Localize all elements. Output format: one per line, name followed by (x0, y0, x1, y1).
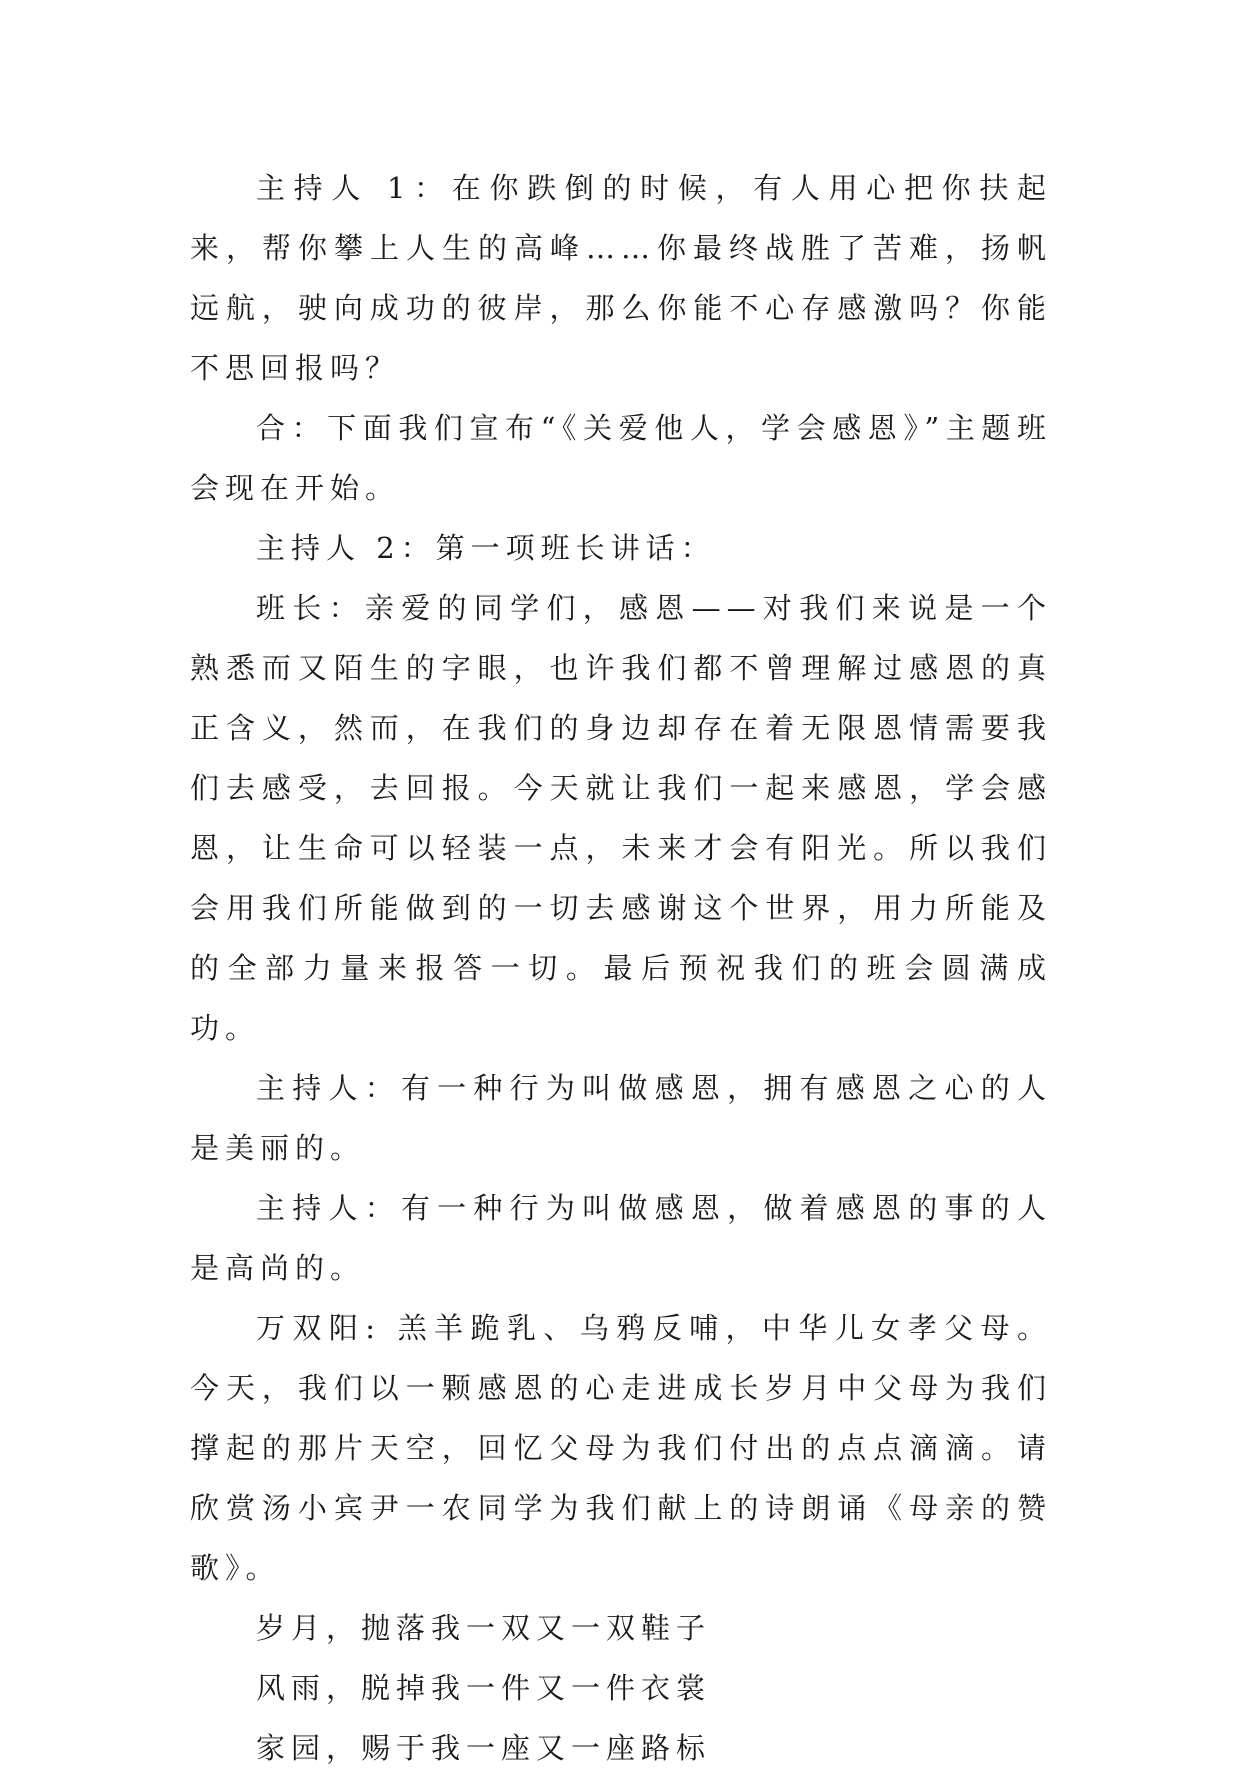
document-body (190, 158, 1052, 1778)
paragraph-host-beautiful: 主持人：有一种行为叫做感恩，拥有感恩之心的人是美丽的。 (190, 1071, 1052, 1165)
paragraph-wan-shuangyang: 万双阳: 羔羊跪乳、乌鸦反哺，中华儿女孝父母。今天，我们以一颗感恩的心走进成长岁月中父母为我们撑起的那片天空，回忆父母为我们付出的点点滴滴。请欣赏汤小宾尹一农同学为我们献上的诗朗诵《母亲的赞歌》。 (190, 1311, 1052, 1585)
paragraph-host1-intro: 主持人 1：在你跌倒的时候，有人用心把你扶起来，帮你攀上人生的高峰……你最终战胜了苦难，扬帆远航，驶向成功的彼岸，那么你能不心存感激吗？你能不思回报吗？ (190, 171, 1052, 385)
poem-line: 家园，赐于我一座又一座路标 (256, 1731, 712, 1765)
paragraph-announcement: 合：下面我们宣布“《关爱他人，学会感恩》”主题班会现在开始。 (190, 411, 1052, 505)
paragraph-host2-agenda: 主持人 2：第一项班长讲话： (256, 531, 716, 565)
poem-line: 岁月，抛落我一双又一双鞋子 (256, 1611, 712, 1645)
paragraph-monitor-speech: 班长：亲爱的同学们，感恩——对我们来说是一个熟悉而又陌生的字眼，也许我们都不曾理解过感恩的真正含义，然而，在我们的身边却存在着无限恩情需要我们去感受，去回报。今天就让我们一起来感恩，学会感恩，让生命可以轻装一点，未来才会有阳光。所以我们会用我们所能做到的一切去感谢这个世界，用力所能及的全部力量来报答一切。最后预祝我们的班会圆满成功。 (190, 591, 1052, 1045)
paragraph-host-noble: 主持人：有一种行为叫做感恩，做着感恩的事的人是高尚的。 (190, 1191, 1052, 1285)
poem-line: 风雨，脱掉我一件又一件衣裳 (256, 1671, 712, 1705)
